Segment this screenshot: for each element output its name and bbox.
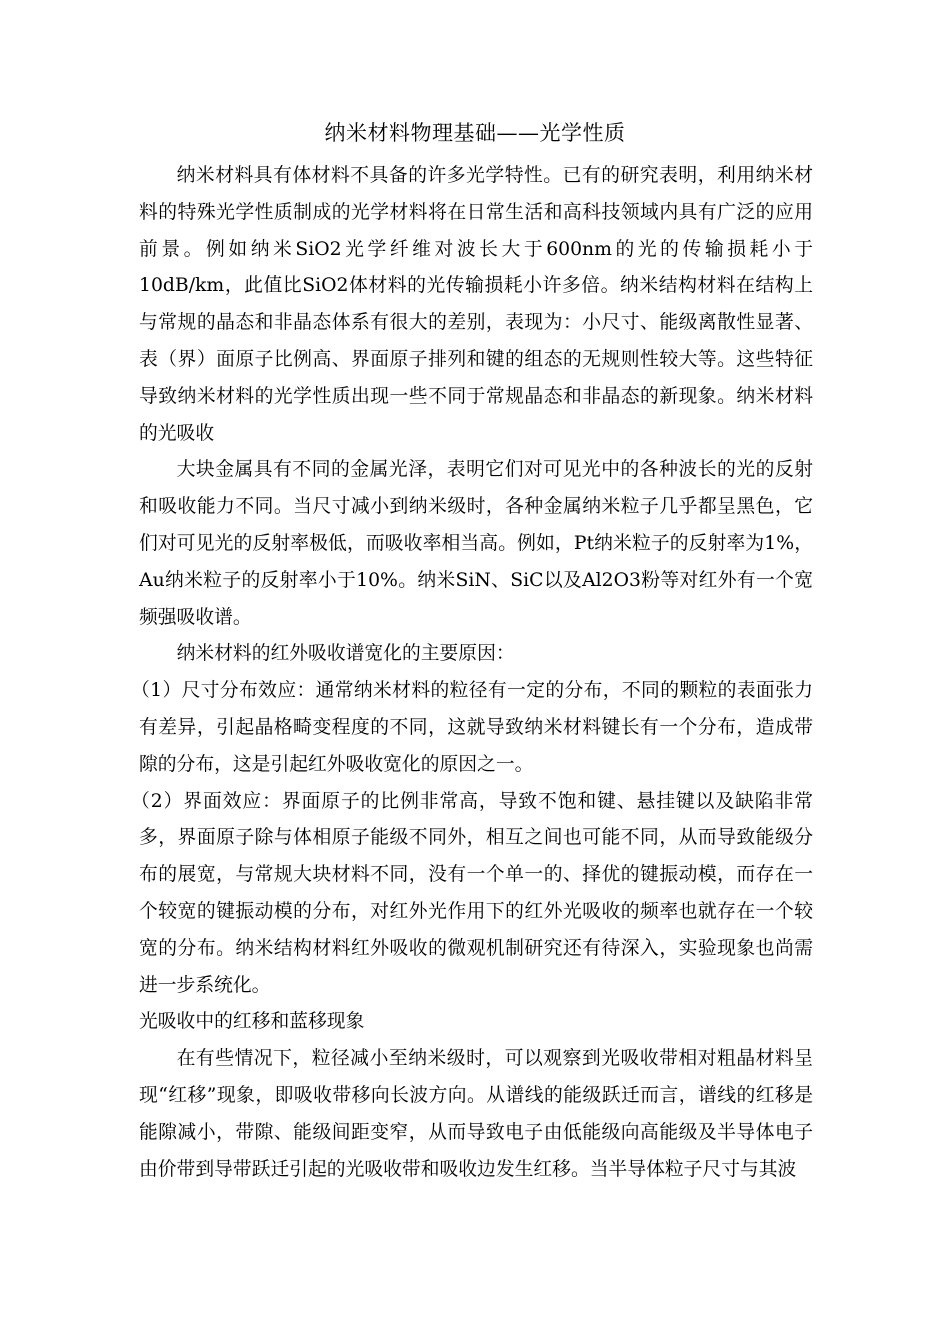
paragraph-ir-reasons-heading: 纳米材料的红外吸收谱宽化的主要原因： [176, 643, 515, 665]
section-heading-shift: 光吸收中的红移和蓝移现象 [139, 1011, 365, 1033]
paragraph-intro: 纳米材料具有体材料不具备的许多光学特性。已有的研究表明，利用纳米材料的特殊光学性质制成的光学材料将在日常生活和高科技领域内具有广泛的应用前景。例如纳米SiO2光学纤维对波长大于600nm的光的传输损耗小于10dB/km，此值比SiO2体材料的光传输损耗小许多倍。纳米结构材料在结构上与常规的晶态和非晶态体系有很大的差别，表现为：小尺寸、能级离散性显著、表（界）面原子比例高、界面原子排列和键的组态的无规则性较大等。这些特征导致纳米材料的光学性质出现一些不同于常规晶态和非晶态的新现象。纳米材料的光吸收 [139, 165, 813, 444]
document-body [131, 158, 813, 1188]
paragraph-metal-absorption: 大块金属具有不同的金属光泽，表明它们对可见光中的各种波长的光的反射和吸收能力不同。当尺寸减小到纳米级时，各种金属纳米粒子几乎都呈黑色，它们对可见光的反射率极低，而吸收率相当高。例如，Pt纳米粒子的反射率为1%，Au纳米粒子的反射率小于10%。纳米SiN、SiC以及Al2O3粉等对红外有一个宽频强吸收谱。 [139, 459, 813, 628]
paragraph-size-effect: （1）尺寸分布效应：通常纳米材料的粒径有一定的分布，不同的颗粒的表面张力有差异，引起晶格畸变程度的不同，这就导致纳米材料键长有一个分布，造成带隙的分布，这是引起红外吸收宽化的原因之一。 [131, 680, 813, 775]
paragraph-interface-effect: （2）界面效应：界面原子的比例非常高，导致不饱和键、悬挂键以及缺陷非常多，界面原子除与体相原子能级不同外，相互之间也可能不同，从而导致能级分布的展宽，与常规大块材料不同，没有一个单一的、择优的键振动模，而存在一个较宽的键振动模的分布，对红外光作用下的红外光吸收的频率也就存在一个较宽的分布。纳米结构材料红外吸收的微观机制研究还有待深入，实验现象也尚需进一步系统化。 [131, 790, 813, 996]
page-title: 纳米材料物理基础——光学性质 [324, 121, 626, 145]
paragraph-redshift: 在有些情况下，粒径减小至纳米级时，可以观察到光吸收带相对粗晶材料呈现“红移”现象，即吸收带移向长波方向。从谱线的能级跃迁而言，谱线的红移是能隙减小，带隙、能级间距变窄，从而导致电子由低能级向高能级及半导体电子由价带到导带跃迁引起的光吸收带和吸收边发生红移。当半导体粒子尺寸与其波 [139, 1048, 813, 1180]
